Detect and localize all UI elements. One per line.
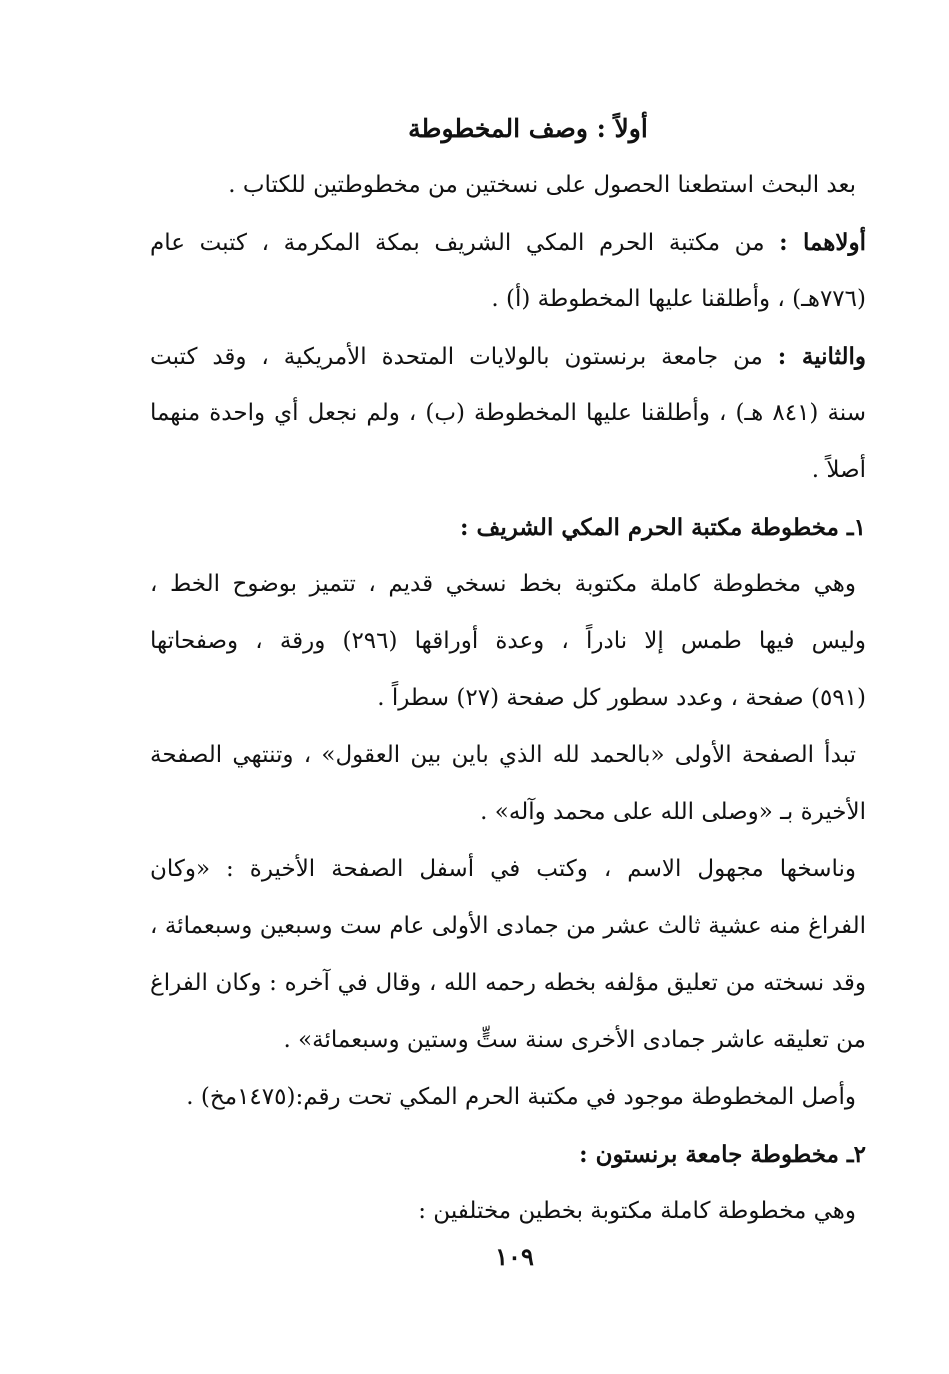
page-content: [150, 100, 866, 1240]
section-1-p4-line: وأصل المخطوطة موجود في مكتبة الحرم المكي تحت رقم:(١٤٧٥مخ) .: [186, 1084, 856, 1110]
section-1-p3-line-3: وقد نسخته من تعليق مؤلفه بخطه رحمه الله ، وقال في آخره : وكان الفراغ: [150, 970, 866, 996]
second-manuscript-text-1: من جامعة برنستون بالولايات المتحدة الأمريكية ، وقد كتبت: [150, 344, 763, 370]
section-1-p1-line-2: وليس فيها طمس إلا نادراً ، وعدة أوراقها (٢٩٦) ورقة ، وصفحاتها: [150, 628, 866, 654]
first-manuscript-text-1: من مكتبة الحرم المكي الشريف بمكة المكرمة ، كتبت عام: [150, 230, 765, 256]
first-manuscript-label: أولاهما :: [779, 229, 866, 256]
section-1-p2-line-2: الأخيرة بـ «وصلى الله على محمد وآله» .: [480, 799, 866, 825]
section-1-p3-line-2: الفراغ منه عشية ثالث عشر من جمادى الأولى عام ست وسبعين وسبعمائة ،: [150, 913, 866, 939]
section-1-p3-line-1: وناسخها مجهول الاسم ، وكتب في أسفل الصفحة الأخيرة : «وكان: [150, 856, 856, 882]
section-1-heading: ١ـ مخطوطة مكتبة الحرم المكي الشريف :: [460, 514, 866, 541]
intro-line: بعد البحث استطعنا الحصول على نسختين من مخطوطتين للكتاب .: [228, 172, 856, 198]
first-manuscript-line-2: (٧٧٦هـ) ، وأطلقنا عليها المخطوطة (أ) .: [491, 286, 866, 312]
second-manuscript-label: والثانية :: [777, 343, 866, 370]
second-manuscript-line-3: أصلاً .: [811, 457, 866, 483]
second-manuscript-line-2: سنة (٨٤١ هـ) ، وأطلقنا عليها المخطوطة (ب) ، ولم نجعل أي واحدة منهما: [150, 400, 866, 426]
section-1-p1-line-3: (٥٩١) صفحة ، وعدد سطور كل صفحة (٢٧) سطراً .: [377, 685, 866, 711]
section-2-heading: ٢ـ مخطوطة جامعة برنستون :: [579, 1141, 866, 1168]
page-heading: أولاً : وصف المخطوطة: [408, 114, 648, 143]
second-manuscript-line-1: [150, 328, 866, 385]
section-2-p1-line: وهي مخطوطة كاملة مكتوبة بخطين مختلفين :: [418, 1198, 856, 1224]
first-manuscript-line-1: [150, 214, 866, 271]
section-1-p3-line-4: من تعليقه عاشر جمادى الأخرى سنة ستٍّ وستين وسبعمائة» .: [283, 1027, 866, 1053]
section-1-p2-line-1: تبدأ الصفحة الأولى «بالحمد لله الذي باين بين العقول» ، وتنتهي الصفحة: [150, 742, 856, 768]
page-number: ١٠٩: [495, 1242, 534, 1271]
section-1-p1-line-1: وهي مخطوطة كاملة مكتوبة بخط نسخي قديم ، تتميز بوضوح الخط ،: [150, 571, 856, 597]
